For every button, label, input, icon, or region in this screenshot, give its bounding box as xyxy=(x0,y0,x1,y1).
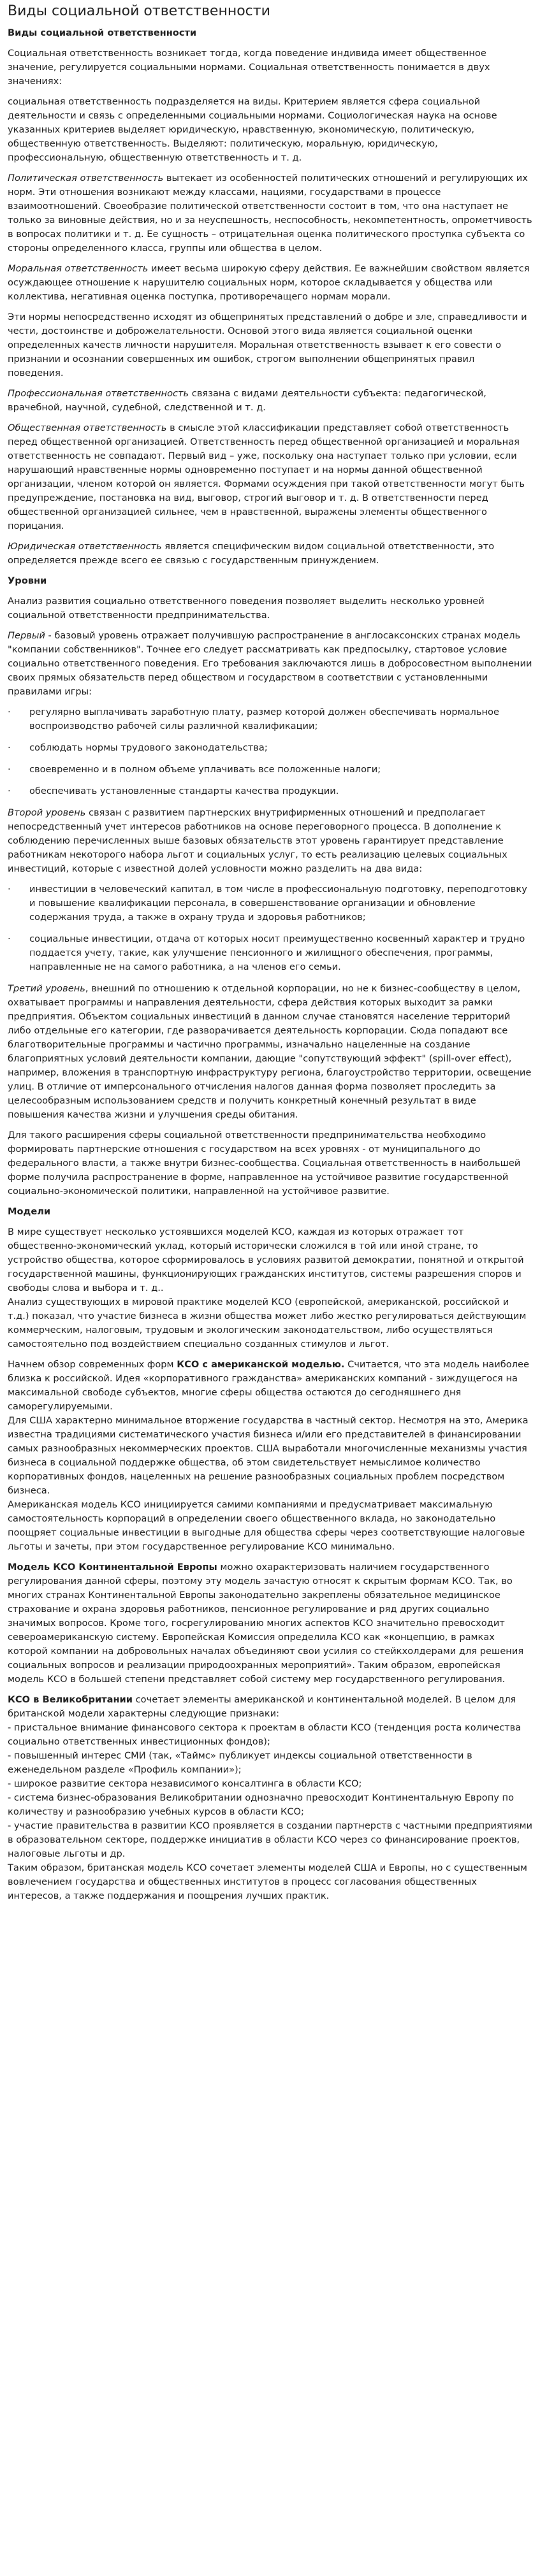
text-run: Начнем обзор современных форм xyxy=(8,1359,177,1370)
text-run: является специфическим видом социальной ответственности, это определяется прежде всего ее связью с государственным принуждением. xyxy=(8,541,495,566)
italic-term: Профессиональная ответственность xyxy=(8,388,189,399)
paragraph xyxy=(8,95,532,165)
paragraph xyxy=(8,982,532,1122)
text-line: Таким образом, британская модель КСО сочетает элементы моделей США и Европы, но с существенным вовлечением государства и общественных институтов в процесс согласования общественных интересов, а также поддержания и поощрения лучших практик. xyxy=(8,1862,527,1901)
text-run: В мире существует несколько устоявшихся моделей КСО, каждая из которых отражает тот общественно-экономический уклад, который исторически сложился в той или иной стране, то устройство общества, которое сформировалось в условиях развитой демократии, понятной и открытой государственной машины, функционирующих гражданских институтов, системы разрешения споров и свободы слова и выбора и т. д.. xyxy=(8,1227,524,1293)
italic-term: Первый xyxy=(8,630,45,641)
list-item-text: обеспечивать установленные стандарты качества продукции. xyxy=(29,786,339,796)
list-item xyxy=(8,741,532,755)
text-run: Социальная ответственность возникает тогда, когда поведение индивида имеет общественное значение, регулируется социальными нормами. Социальная ответственность понимается в двух значениях: xyxy=(8,48,490,87)
text-run: можно охарактеризовать наличием государственного регулирования данной сферы, поэтому эту модель зачастую относят к скрытым формам КСО. Так, во многих странах Континентальной Европы законодательно закреплены обязательное медицинское страхование и охрана здоровья работников, пенсионное регулирование и ряд других социально значимых вопросов. Кроме того, госрегулированию многих аспектов КСО значительно превосходит североамериканскую систему. Европейская Комиссия определила КСО как «концепцию, в рамках которой компании на добровольных началах объединяют свои усилия со стейкхолдерами для решения социальных вопросов и реализации природоохранных мероприятий». Таким образом, европейская модель КСО в большей степени представляет собой систему мер государственного регулирования. xyxy=(8,1562,524,1685)
page-title: Виды социальной ответственности xyxy=(8,3,270,19)
paragraph xyxy=(8,1560,532,1687)
bold-term: Модель КСО Континентальной Европы xyxy=(8,1562,217,1572)
bold-term: КСО с американской моделью. xyxy=(177,1359,345,1370)
list-item xyxy=(8,705,532,733)
text-line: Для США характерно минимальное вторжение государства в частный сектор. Несмотря на это, Америка известна традициями систематического участия бизнеса и/или его представителей в финансировании самых разнообразных некоммерческих проектов. США выработали многочисленные механизмы участия бизнеса в социальной поддержке общества, об этом свидетельствует немыслимое количество корпоративных фондов, нацеленных на решение разнообразных социальных проблем посредством бизнеса. xyxy=(8,1415,529,1496)
text-line: Анализ существующих в мировой практике моделей КСО (европейской, американской, российской и т.д.) показал, что участие бизнеса в жизни общества может либо жестко регулироваться действующим коммерческим, налоговым, трудовым и экологическим законодательством, либо осуществляться самостоятельно под воздействием специально созданных стимулов и льгот. xyxy=(8,1297,527,1349)
text-run: связана с видами деятельности субъекта: педагогической, врачебной, научной, судебной, следственной и т. д. xyxy=(8,388,486,413)
text-run: Считается, что эта модель наиболее близка к российской. Идея «корпоративного гражданства» американских компаний - зиждущегося на максимальной свободе субъектов, многие сферы общества остаются до сегодняшнего дня саморегулируемыми. xyxy=(8,1359,529,1412)
paragraph xyxy=(8,1225,532,1351)
text-run: вытекает из особенностей политических отношений и регулирующих их норм. Эти отношения возникают между классами, нациями, государствами в процессе взаимоотношений. Своеобразие политической ответственности состоит в том, что она наступает не только за виновные действия, но и за неуспешность, неспособность, некомпетентность, опрометчивость в вопросах политики и т. д. Ее сущность – отрицательная оценка политического проступка субъекта со стороны определенного класса, группы или общества в целом. xyxy=(8,173,532,254)
text-run: связан с развитием партнерских внутрифирменных отношений и предполагает непосредственный учет интересов работников на основе переговорного процесса. В дополнение к соблюдению перечисленных выше базовых обязательств этот уровень гарантирует представление работникам некоторого набора льгот и социальных услуг, то есть реализацию целевых социальных инвестиций, которые с известной долей условности можно разделить на два вида: xyxy=(8,807,507,874)
italic-term: Третий уровень xyxy=(8,983,85,994)
text-run: сочетает элементы американской и континентальной моделей. В целом для британской модели характерны следующие признаки: xyxy=(8,1694,516,1719)
section xyxy=(8,26,532,568)
paragraph xyxy=(8,421,532,533)
text-run: имеет весьма широкую сферу действия. Ее важнейшим свойством является осуждающее отношение к нарушителю социальных норм, которое складывается у общества или коллектива, негативная оценка поступка, противоречащего нормам морали. xyxy=(8,263,530,302)
list-item xyxy=(8,932,532,974)
text-run: социальная ответственность подразделяется на виды. Критерием является сфера социальной деятельности и связь с определенными социальными нормами. Социологическая наука на основе указанных критериев выделяет юридическую, нравственную, экономическую, политическую, общественную ответственность. Выделяют: политическую, моральную, юридическую, профессиональную, общественную ответственность и т. д. xyxy=(8,96,497,163)
paragraph xyxy=(8,806,532,876)
list-item-text: своевременно и в полном объеме уплачивать все положенные налоги; xyxy=(29,764,381,775)
paragraph xyxy=(8,262,532,304)
text-run: Эти нормы непосредственно исходят из общепринятых представлений о добре и зле, справедливости и чести, достоинстве и доброжелательности. Основой этого вида является социальной оценки определенных качеств личности нарушителя. Моральная ответственность взывает к его совести о признании и осознании совершенных им ошибок, строгом выполнении общепринятых правил поведения. xyxy=(8,312,527,378)
paragraph xyxy=(8,1128,532,1198)
italic-term: Второй уровень xyxy=(8,807,86,818)
paragraph xyxy=(8,1358,532,1554)
list-item xyxy=(8,882,532,925)
bullet-icon: · xyxy=(8,884,11,895)
section-heading: Уровни xyxy=(8,575,47,586)
section xyxy=(8,1205,532,1903)
text-run: в смысле этой классификации представляет собой ответственность перед общественной организацией. Ответственность перед общественной организацией и моральная ответственность не совпадают. Первый вид – уже, поскольку она наступает только при условии, если нарушающий нравственные нормы одновременно поступает и на нормы данной общественной организации, членом которой он является. Формами осуждения при такой ответственности могут быть предупреждение, постановка на вид, выговор, строгий выговор и т. д. В ответственности перед общественной организацией сильнее, чем в нравственной, выражены элементы общественного порицания. xyxy=(8,422,525,531)
section-heading: Виды социальной ответственности xyxy=(8,27,197,38)
paragraph xyxy=(8,629,532,699)
list-item-text: социальные инвестиции, отдача от которых носит преимущественно косвенный характер и трудно поддается учету, такие, как улучшение пенсионного и жилищного обеспечения, программы, направленные не на самого работника, а на членов его семьи. xyxy=(29,933,525,972)
bullet-icon: · xyxy=(8,742,11,753)
section xyxy=(8,574,532,1198)
text-run: , внешний по отношению к отдельной корпорации, но не к бизнес-сообществу в целом, охватывает программы и направления деятельности, сфера действия которых выходит за рамки предприятия. Объектом социальных инвестиций в данном случае становятся население территорий либо отдельные его категории, где разворачивается деятельность корпорации. Сюда попадают все благотворительные программы и частично программы, изначально нацеленные на создание благоприятных условий деятельности компании, дающие "сопутствующий эффект" (spill-over effect), например, вложения в транспортную инфраструктуру региона, благоустройство территории, освещение улиц. В отличие от имперсонального отчисления налогов данная форма позволяет проследить за целесообразным использованием средств и получить конкретный конечный результат в виде повышения качества жизни и улучшения среды обитания. xyxy=(8,983,532,1120)
list-item xyxy=(8,784,532,798)
bullet-icon: · xyxy=(8,786,11,796)
text-line: - участие правительства в развитии КСО проявляется в создании партнерств с частными предприятиями в образовательном секторе, поддержке инициатив в области КСО через со финансирование проектов, налоговые льготы и др. xyxy=(8,1820,532,1859)
list-item xyxy=(8,763,532,777)
italic-term: Юридическая ответственность xyxy=(8,541,162,552)
paragraph xyxy=(8,1693,532,1903)
text-run: Анализ развития социально ответственного поведения позволяет выделить несколько уровней социальной ответственности предпринимательства. xyxy=(8,596,485,621)
text-line: - широкое развитие сектора независимого консалтинга в области КСО; xyxy=(8,1778,362,1789)
text-line: - система бизнес-образования Великобритании однозначно превосходит Континентальную Европу по количеству и разнообразию учебных курсов в области КСО; xyxy=(8,1792,514,1817)
text-run: Для такого расширения сферы социальной ответственности предпринимательства необходимо формировать партнерские отношения с государством на всех уровнях - от муниципального до федерального власти, а также внутри бизнес-сообщества. Социальная ответственность в наибольшей форме получила распространение в форме, направленное на устойчивое развитие государственной социально-экономической политики, направленной на устойчивое развитие. xyxy=(8,1130,521,1197)
paragraph xyxy=(8,387,532,415)
text-line: Американская модель КСО инициируется самими компаниями и предусматривает максимальную самостоятельность корпораций в определении своего общественного вклада, но законодательно поощряет социальные инвестиции в выгодные для общества сферы через соответствующие налоговые льготы и зачеты, при этом государственное регулирование КСО минимально. xyxy=(8,1499,525,1552)
document-body xyxy=(8,26,532,1903)
paragraph xyxy=(8,540,532,568)
bullet-icon: · xyxy=(8,764,11,775)
bold-term: КСО в Великобритании xyxy=(8,1694,133,1705)
paragraph xyxy=(8,47,532,89)
italic-term: Моральная ответственность xyxy=(8,263,149,274)
paragraph xyxy=(8,171,532,255)
section-heading: Модели xyxy=(8,1206,51,1217)
italic-term: Политическая ответственность xyxy=(8,173,164,183)
paragraph xyxy=(8,310,532,380)
italic-term: Общественная ответственность xyxy=(8,422,167,433)
text-line: - пристальное внимание финансового сектора к проектам в области КСО (тенденция роста количества социально ответственных инвестиционных фондов); xyxy=(8,1722,522,1747)
bullet-icon: · xyxy=(8,933,11,944)
list-item-text: соблюдать нормы трудового законодательства; xyxy=(29,742,268,753)
list-item-text: инвестиции в человеческий капитал, в том числе в профессиональную подготовку, переподготовку и повышение квалификации персонала, в совершенствование организации и обновление содержания труда, а также в охрану труда и здоровья работников; xyxy=(29,884,527,923)
paragraph xyxy=(8,594,532,622)
list-item-text: регулярно выплачивать заработную плату, размер которой должен обеспечивать нормальное воспроизводство рабочей силы различной квалификации; xyxy=(29,707,499,731)
bullet-icon: · xyxy=(8,707,11,717)
text-run: - базовый уровень отражает получившую распространение в англосаксонских странах модель "компании собственников". Точнее его следует рассматривать как предпосылку, стартовое условие социально ответственного поведения. Его требования заключаются лишь в добросовестном выполнении своих прямых обязательств перед обществом и государством в соответствии с установленными правилами игры: xyxy=(8,630,532,697)
text-line: - повышенный интерес СМИ (так, «Таймс» публикует индексы социальной ответственности в еженедельном разделе «Профиль компании»); xyxy=(8,1750,472,1775)
